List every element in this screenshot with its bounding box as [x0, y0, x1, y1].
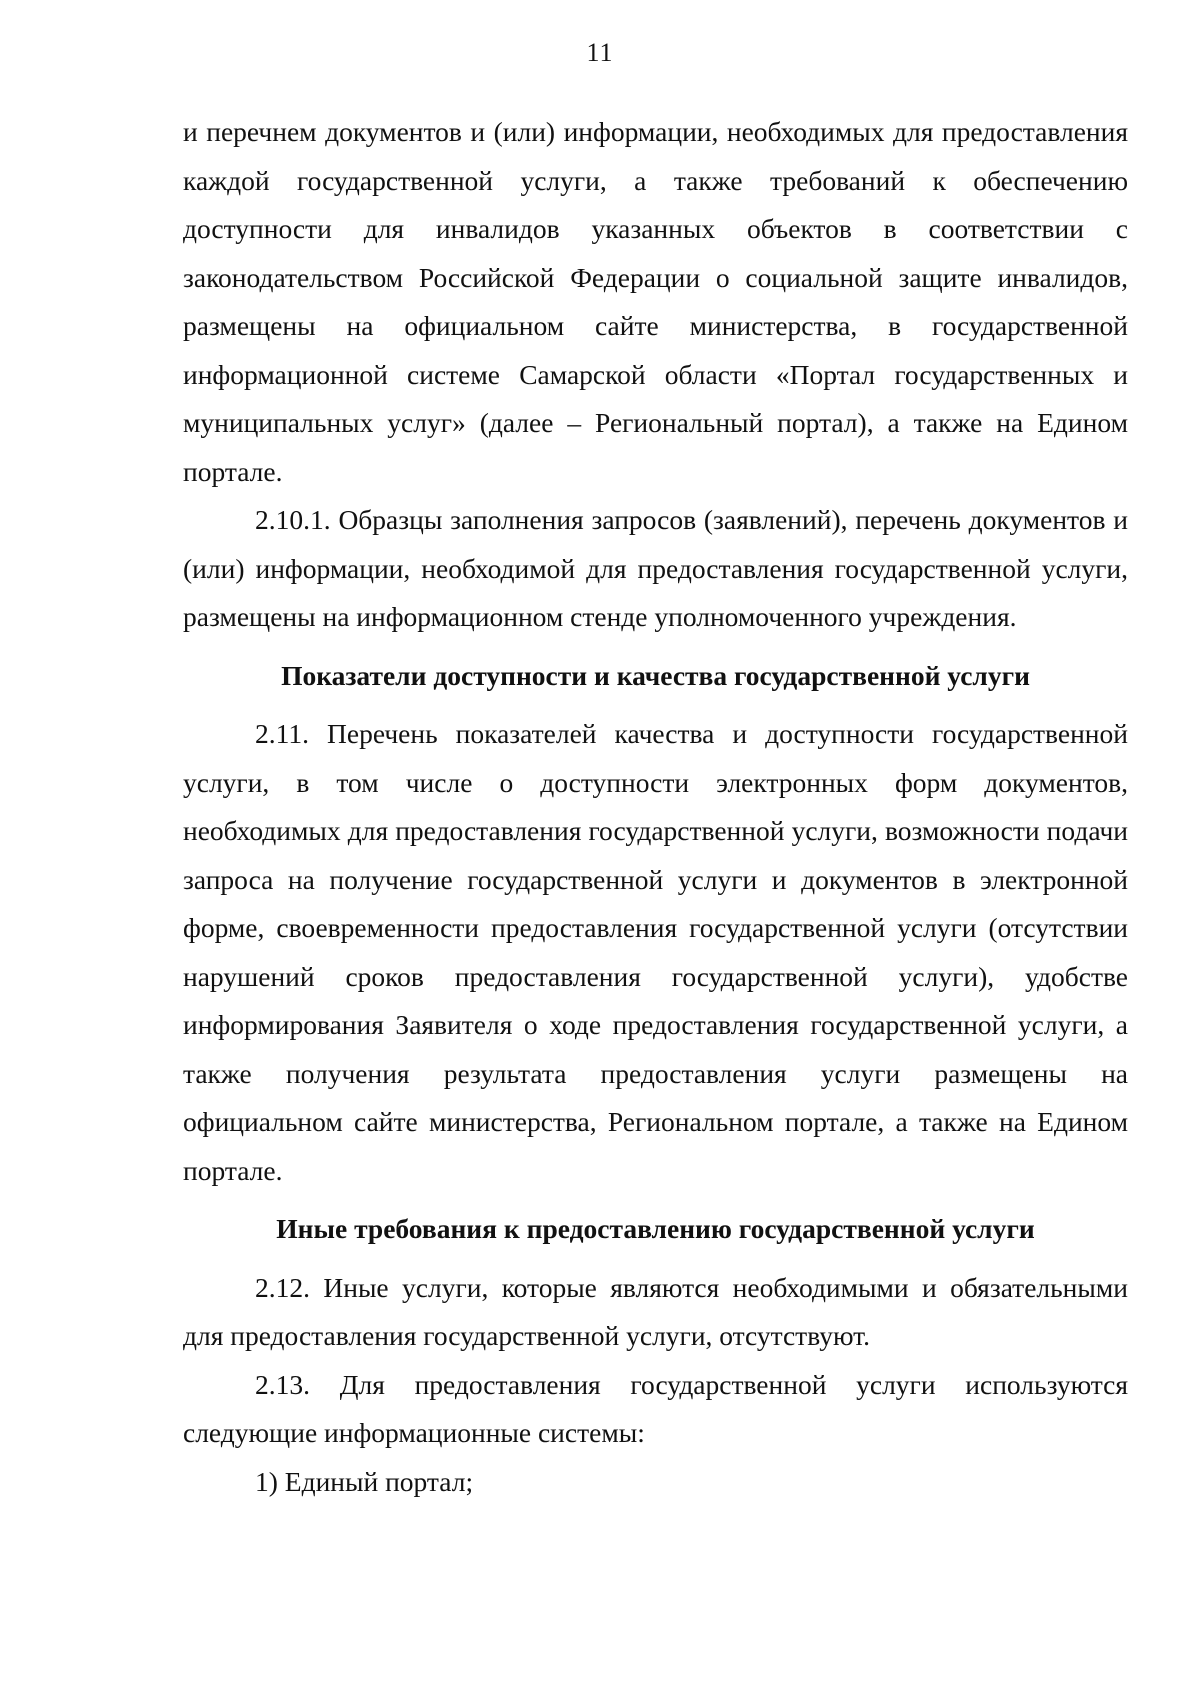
- paragraph-2-12: 2.12. Иные услуги, которые являются необходимыми и обязательными для предоставления государственной услуги, отсутствуют.: [183, 1271, 1128, 1351]
- section-heading-other-requirements: Иные требования к предоставлению государственной услуги: [276, 1213, 1035, 1244]
- paragraph-2-11: 2.11. Перечень показателей качества и доступности государственной услуги, в том числе о доступности электронных форм документов, необходимых для предоставления государственной услуги, возможности подачи запроса на получение государственной услуги и документов в электронной форме, своевременности предоставления государственной услуги (отсутствии нарушений сроков предоставления государственной услуги), удобстве информирования Заявителя о ходе предоставления государственной услуги, а также получения результата предоставления услуги размещены на официальном сайте министерства, Региональном портале, а также на Едином портале.: [183, 718, 1128, 1186]
- section-heading-accessibility-quality: Показатели доступности и качества государственной услуги: [281, 659, 1030, 691]
- page-number: 11: [586, 38, 614, 67]
- list-item-1: 1) Единый портал;: [255, 1465, 474, 1497]
- paragraph-continuation: и перечнем документов и (или) информации, необходимых для предоставления каждой государственной услуги, а также требований к обеспечению доступности для инвалидов указанных объектов в соответствии с законодательством Российской Федерации о социальной защите инвалидов, размещены на официальном сайте министерства, в государственной информационной системе Самарской области «Портал государственных и муниципальных услуг» (далее – Региональный портал), а также на Едином портале.: [183, 116, 1128, 487]
- document-body: [183, 108, 1128, 1506]
- paragraph-2-10-1: 2.10.1. Образцы заполнения запросов (заявлений), перечень документов и (или) информации, необходимой для предоставления государственной услуги, размещены на информационном стенде уполномоченного учреждения.: [183, 504, 1128, 632]
- paragraph-2-13: 2.13. Для предоставления государственной услуги используются следующие информационные системы:: [183, 1368, 1128, 1448]
